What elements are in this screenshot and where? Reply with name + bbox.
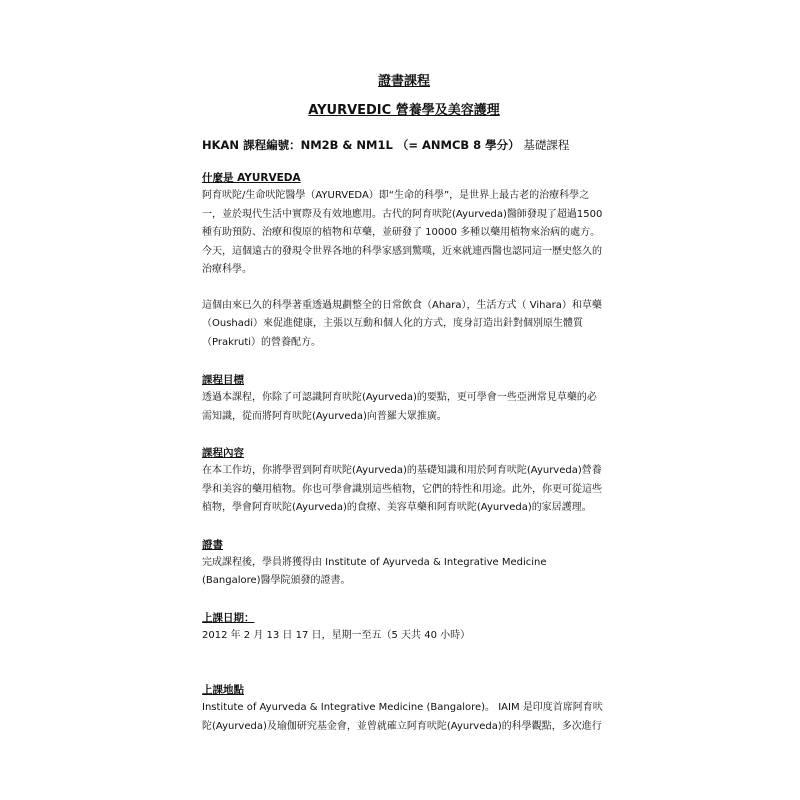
section-heading-dates: 上課日期： <box>202 611 255 624</box>
document-subtitle: AYURVEDIC 營養學及美容護理 <box>308 103 500 118</box>
section-certificate-paragraph: 完成課程後，學員將獲得由 Institute of Ayurveda & Integrative Medicine (Bangalore)醫學院頒發的證書。 <box>202 556 547 586</box>
section-what-paragraph-2: 這個由來已久的科學著重透過規劃整全的日常飲食（Ahara），生活方式（ Vihara）和草藥（Oushadi）來促進健康，主張以互動和個人化的方式，度身訂造出針對個別原生體質（Prakruti）的營養配方。 <box>202 299 602 348</box>
section-objective <box>202 372 606 426</box>
section-what <box>202 170 606 352</box>
section-certificate <box>202 537 606 591</box>
section-dates <box>202 610 606 646</box>
section-venue-paragraph: Institute of Ayurveda & Integrative Medicine (Bangalore)。 IAIM 是印度首席阿育吠陀(Ayurveda)及瑜伽研究基金會，並曾就確立阿育吠陀(Ayurveda)的科學觀點，多次進行 <box>202 702 603 732</box>
section-content <box>202 445 606 518</box>
section-heading-what: 什麼是 AYURVEDA <box>202 172 301 184</box>
document-page <box>202 72 606 736</box>
section-heading-objective: 課程目標 <box>202 374 244 386</box>
course-code-line <box>202 136 606 154</box>
course-level: 基礎課程 <box>523 138 570 152</box>
section-heading-certificate: 證書 <box>202 538 223 551</box>
section-what-paragraph-1: 阿育吠陀/生命吠陀醫學（AYURVEDA）即“生命的科學”，是世界上最古老的治療科學之一，並於現代生活中實際及有效地應用。古代的阿育吠陀(Ayurveda)醫師發現了超過1500 種有助預防、治療和復原的植物和草藥，並研發了 10000 多種以藥用植物來治病的處方。今天，這個遠古的發現令世界各地的科學家感到驚嘆，近來就連西醫也認同這一歷史悠久的治療科學。 <box>202 190 603 275</box>
section-venue <box>202 682 606 736</box>
section-content-paragraph: 在本工作坊，你將學習到阿育吠陀(Ayurveda)的基礎知識和用於阿育吠陀(Ayurveda)營養學和美容的藥用植物。你也可學會識別這些植物，它們的特性和用途。此外，你更可從這些植物，學會阿育吠陀(Ayurveda)的食療、美容草藥和阿育吠陀(Ayurveda)的家居護理。 <box>202 465 602 513</box>
section-heading-venue: 上課地點 <box>202 684 244 696</box>
course-code-label: HKAN 課程編號：NM2B & NM1L （= ANMCB 8 學分） <box>202 138 520 152</box>
section-dates-paragraph: 2012 年 2 月 13 日 17 日，星期一至五（5 天共 40 小時） <box>202 629 471 641</box>
section-heading-content: 課程內容 <box>202 447 244 459</box>
section-objective-paragraph: 透過本課程，你除了可認識阿育吠陀(Ayurveda)的要點，更可學會一些亞洲常見草藥的必需知識，從而將阿育吠陀(Ayurveda)向普羅大眾推廣。 <box>202 392 597 422</box>
document-title: 證書課程 <box>377 74 430 89</box>
